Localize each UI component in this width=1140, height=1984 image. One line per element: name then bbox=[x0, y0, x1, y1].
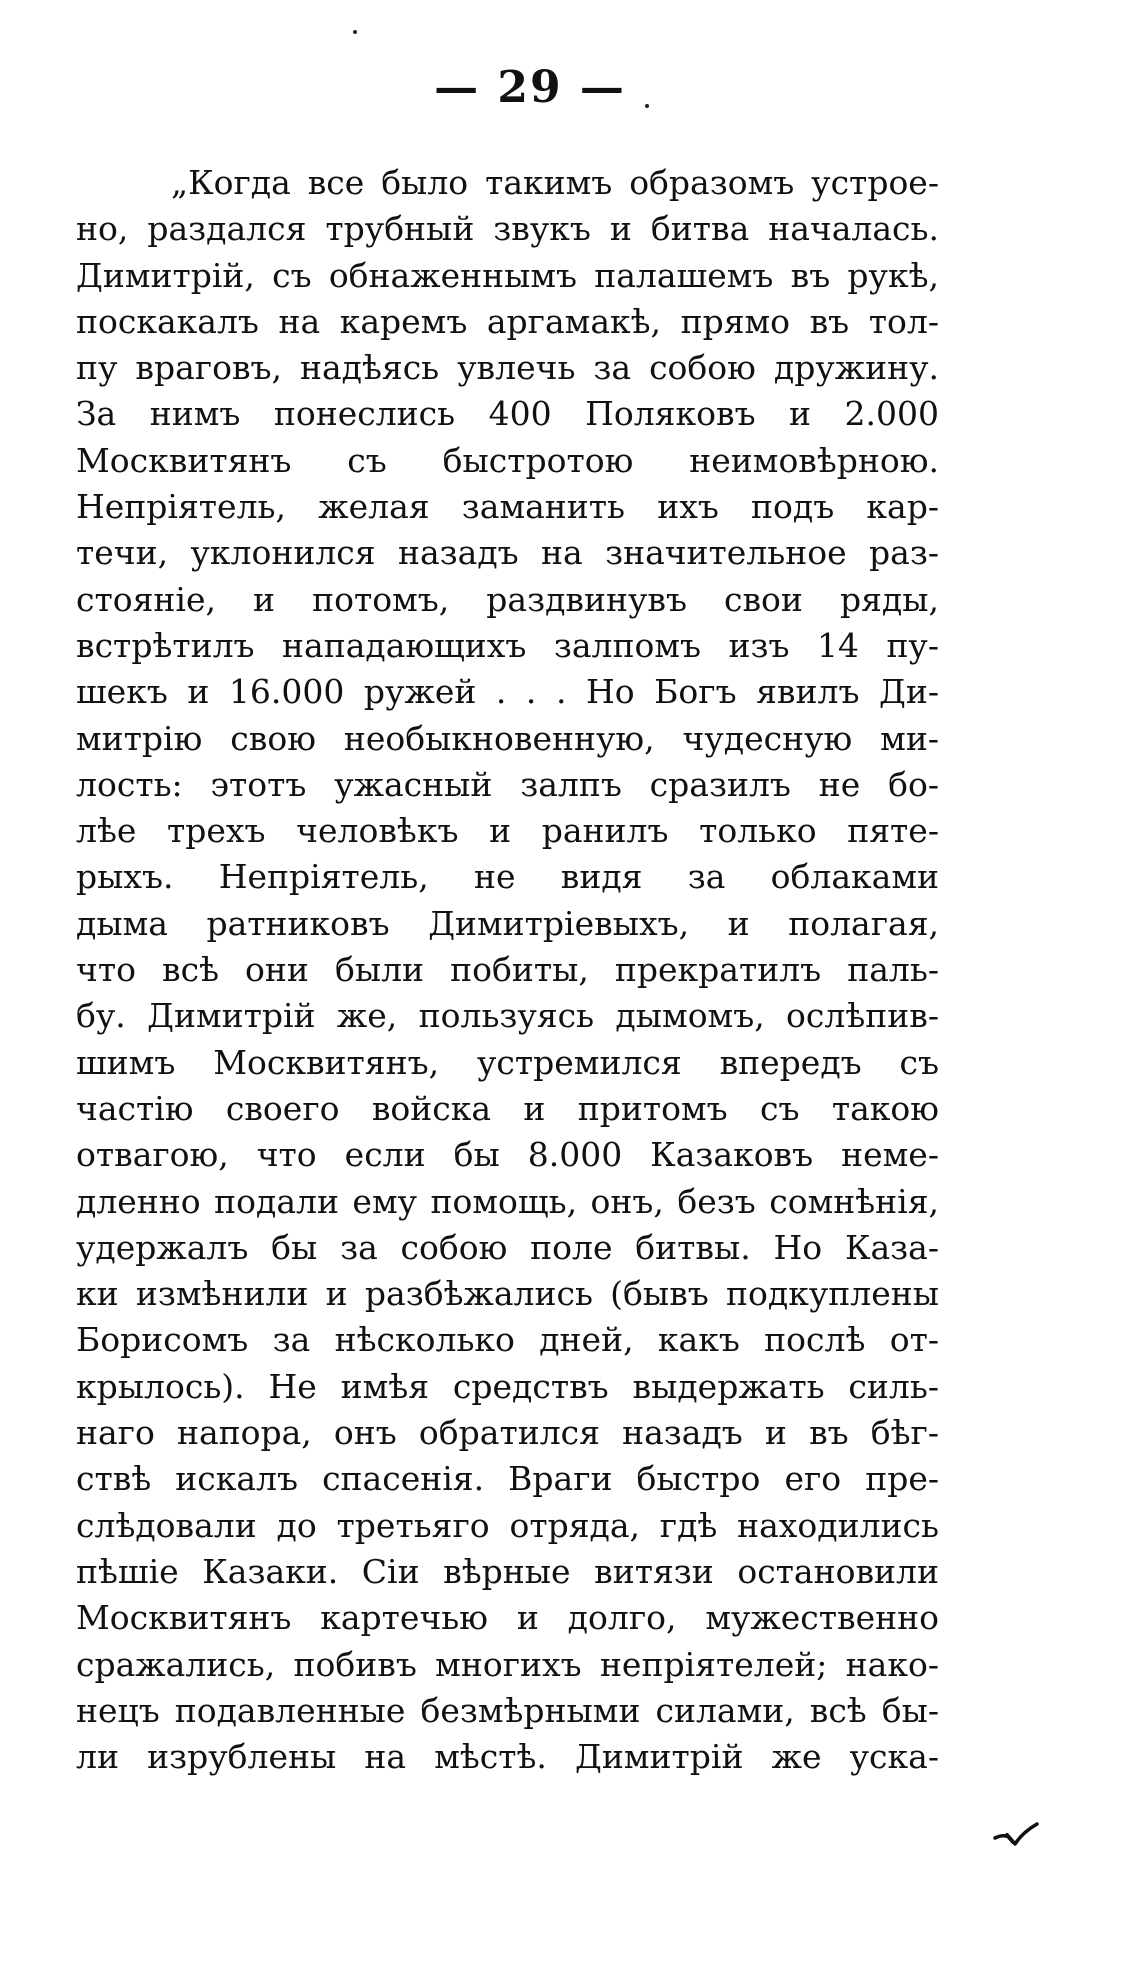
ink-dot bbox=[645, 104, 649, 108]
text-line: бу. Димитрій же, пользуясь дымомъ, ослѣпив- bbox=[76, 996, 939, 1036]
text-line: сражались, побивъ многихъ непріятелей; нако- bbox=[76, 1644, 939, 1684]
text-line: встрѣтилъ нападающихъ залпомъ изъ 14 пу- bbox=[76, 625, 939, 665]
text-line: стояніе, и потомъ, раздвинувъ свои ряды, bbox=[76, 579, 939, 619]
text-line: Димитрій, съ обнаженнымъ палашемъ въ рукѣ, bbox=[76, 255, 939, 295]
text-line: но, раздался трубный звукъ и битва началась. bbox=[76, 209, 939, 249]
page-number: — 29 — bbox=[434, 62, 626, 113]
text-line: лость: этотъ ужасный залпъ сразилъ не бо- bbox=[76, 764, 939, 804]
text-line: Непріятель, желая заманить ихъ подъ кар- bbox=[76, 487, 939, 527]
text-line: митрію свою необыкновенную, чудесную ми- bbox=[76, 718, 939, 758]
text-line: нецъ подавленные безмѣрными силами, всѣ бы- bbox=[76, 1690, 939, 1730]
text-line: пу враговъ, надѣясь увлечь за собою дружину. bbox=[76, 348, 939, 388]
body-text bbox=[76, 160, 939, 1780]
text-line: ли изрублены на мѣстѣ. Димитрій же уска- bbox=[76, 1737, 939, 1777]
text-line: „Когда все было такимъ образомъ устрое- bbox=[171, 163, 939, 202]
text-line: что всѣ они были побиты, прекратилъ паль- bbox=[76, 950, 939, 990]
text-line: дленно подали ему помощь, онъ, безъ сомнѣнія, bbox=[76, 1181, 939, 1221]
text-line: За нимъ понеслись 400 Поляковъ и 2.000 bbox=[76, 394, 939, 434]
text-line: шимъ Москвитянъ, устремился впередъ съ bbox=[76, 1042, 939, 1082]
text-line: пѣшіе Казаки. Сіи вѣрные витязи остановили bbox=[76, 1551, 939, 1591]
text-line: шекъ и 16.000 ружей . . . Но Богъ явилъ Ди- bbox=[76, 672, 939, 712]
text-line: крылось). Не имѣя средствъ выдержать силь- bbox=[76, 1366, 939, 1406]
text-line: ствѣ искалъ спасенія. Враги быстро его пре- bbox=[76, 1459, 939, 1499]
text-line: ки измѣнили и разбѣжались (бывъ подкуплены bbox=[76, 1274, 939, 1314]
signature-mark-icon bbox=[993, 1822, 1039, 1848]
text-line: частію своего войска и притомъ съ такою bbox=[76, 1088, 939, 1128]
text-line: лѣе трехъ человѣкъ и ранилъ только пяте- bbox=[76, 811, 939, 851]
text-line: поскакалъ на каремъ аргамакѣ, прямо въ тол- bbox=[76, 301, 939, 341]
text-line: удержалъ бы за собою поле битвы. Но Каза- bbox=[76, 1227, 939, 1267]
text-line: отвагою, что если бы 8.000 Казаковъ неме- bbox=[76, 1135, 939, 1175]
text-line: рыхъ. Непріятель, не видя за облаками bbox=[76, 857, 939, 897]
text-line: Борисомъ за нѣсколько дней, какъ послѣ от- bbox=[76, 1320, 939, 1360]
text-line: наго напора, онъ обратился назадъ и въ бѣг- bbox=[76, 1413, 939, 1453]
text-line: слѣдовали до третьяго отряда, гдѣ находились bbox=[76, 1505, 939, 1545]
text-line: дыма ратниковъ Димитріевыхъ, и полагая, bbox=[76, 903, 939, 943]
text-line: Москвитянъ съ быстротою неимовѣрною. bbox=[76, 440, 939, 480]
text-line: течи, уклонился назадъ на значительное раз- bbox=[76, 533, 939, 573]
text-line: Москвитянъ картечью и долго, мужественно bbox=[76, 1598, 939, 1638]
ink-speck bbox=[353, 30, 357, 34]
